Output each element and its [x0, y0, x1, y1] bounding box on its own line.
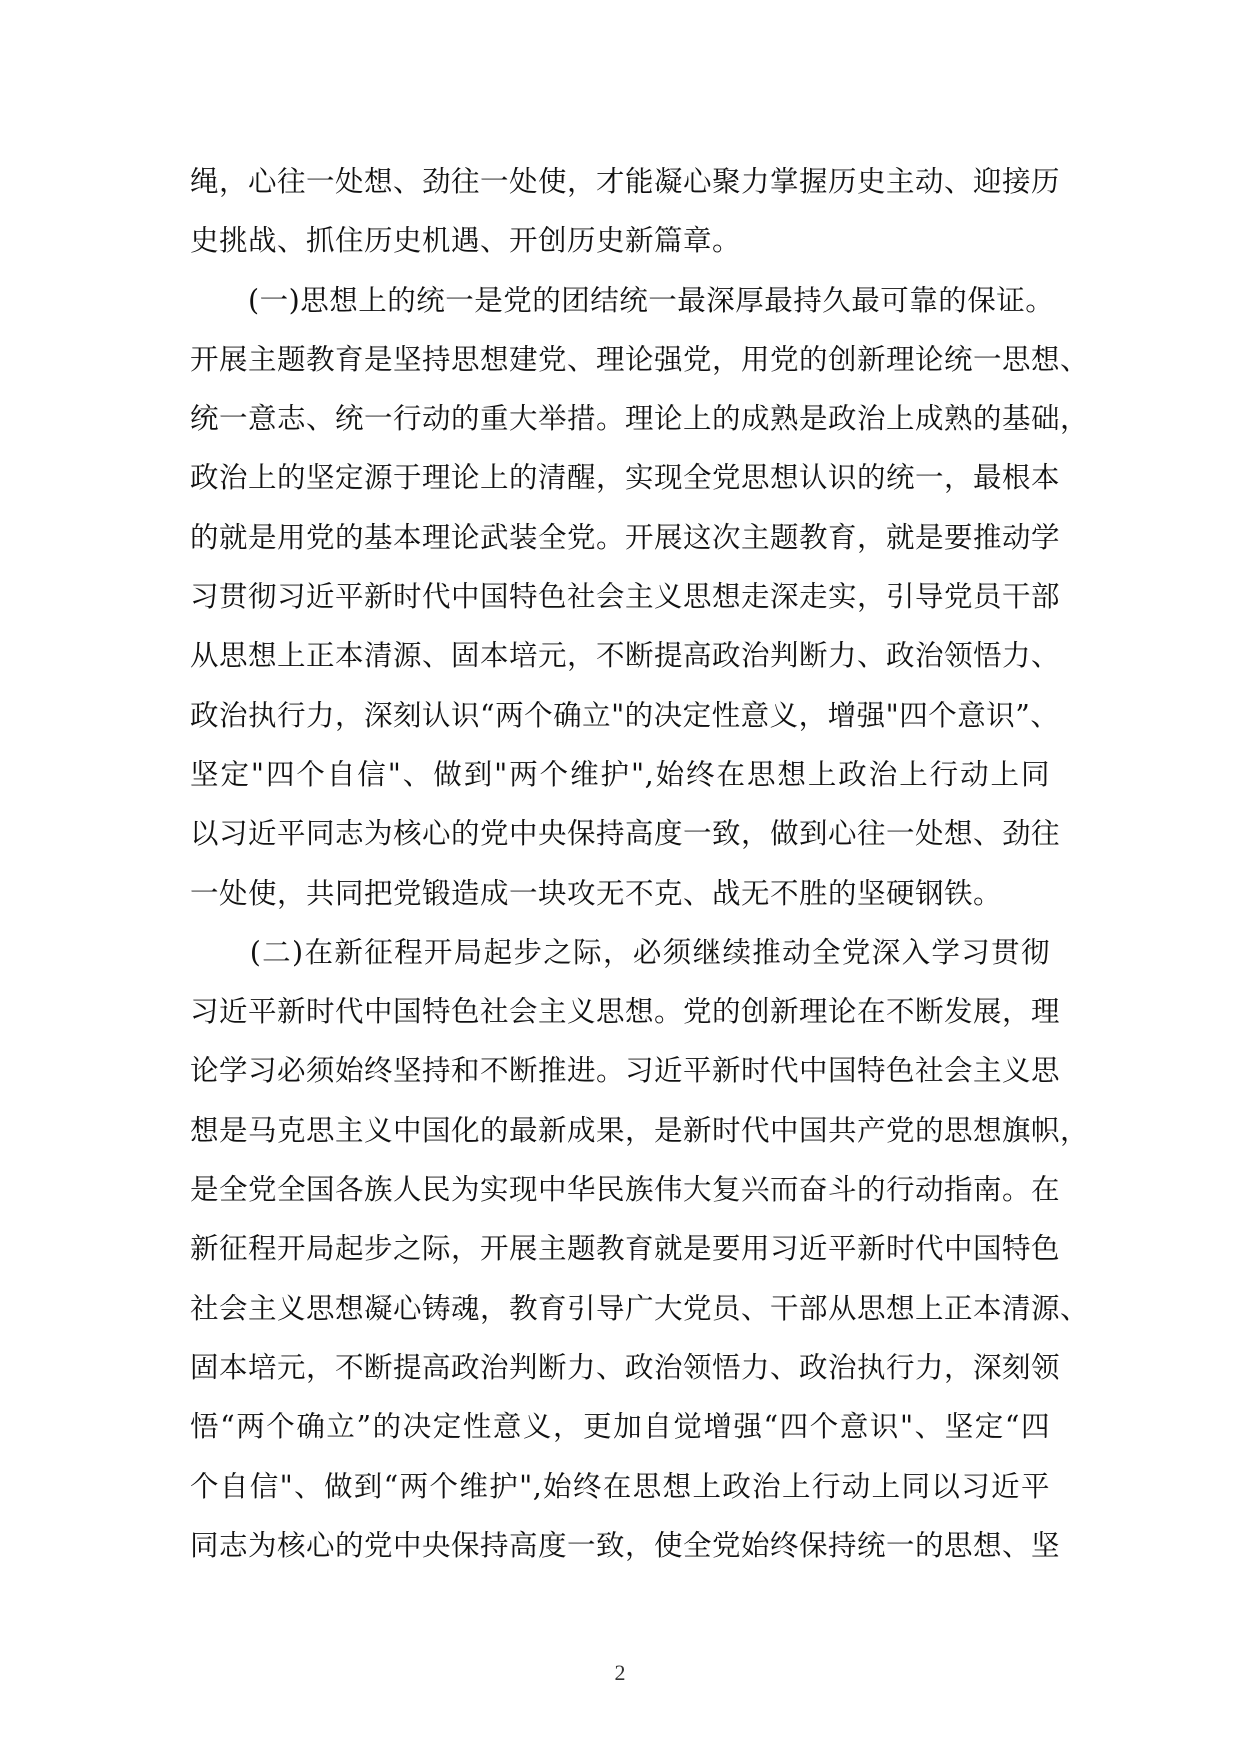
text-line: 习贯彻习近平新时代中国特色社会主义思想走深走实，引导党员干部 [190, 580, 1061, 614]
text-line: 新征程开局起步之际，开展主题教育就是要用习近平新时代中国特色 [190, 1232, 1061, 1266]
text-line: 开展主题教育是坚持思想建党、理论强党，用党的创新理论统一思想、 [190, 342, 1090, 376]
text-line: 统一意志、统一行动的重大举措。理论上的成熟是政治上成熟的基础， [190, 402, 1090, 436]
paragraph-heading-1: (一)思想上的统一是党的团结统一最深厚最持久最可靠的保证。 [190, 283, 1055, 317]
text-line: 史挑战、抓住历史机遇、开创历史新篇章。 [190, 224, 742, 258]
text-line: 从思想上正本清源、固本培元，不断提高政治判断力、政治领悟力、 [190, 639, 1061, 673]
text-line: 社会主义思想凝心铸魂，教育引导广大党员、干部从思想上正本清源、 [190, 1291, 1090, 1325]
text-line: 论学习必须始终坚持和不断推进。习近平新时代中国特色社会主义思 [190, 1054, 1061, 1088]
paragraph-heading-2: (二)在新征程开局起步之际，必须继续推动全党深入学习贯彻 [190, 935, 1050, 969]
text-line: 以习近平同志为核心的党中央保持高度一致，做到心往一处想、劲往 [190, 817, 1061, 851]
text-line: 坚定"四个自信"、做到"两个维护",始终在思想上政治上行动上同 [190, 757, 1050, 791]
text-line: 的就是用党的基本理论武装全党。开展这次主题教育，就是要推动学 [190, 520, 1061, 554]
text-line: 同志为核心的党中央保持高度一致，使全党始终保持统一的思想、坚 [190, 1528, 1061, 1562]
text-line: 政治上的坚定源于理论上的清醒，实现全党思想认识的统一，最根本 [190, 461, 1061, 495]
text-line: 是全党全国各族人民为实现中华民族伟大复兴而奋斗的行动指南。在 [190, 1173, 1061, 1207]
text-line: 一处使，共同把党锻造成一块攻无不克、战无不胜的坚硬钢铁。 [190, 876, 1003, 910]
text-line: 固本培元，不断提高政治判断力、政治领悟力、政治执行力，深刻领 [190, 1350, 1061, 1384]
text-line: 想是马克思主义中国化的最新成果，是新时代中国共产党的思想旗帜， [190, 1113, 1090, 1147]
page-number: 2 [614, 1660, 626, 1685]
text-line: 习近平新时代中国特色社会主义思想。党的创新理论在不断发展，理 [190, 995, 1061, 1029]
text-line: 个自信"、做到“两个维护",始终在思想上政治上行动上同以习近平 [190, 1469, 1050, 1503]
text-line: 悟“两个确立”的决定性意义，更加自觉增强“四个意识"、坚定“四 [190, 1410, 1050, 1444]
text-line: 绳，心往一处想、劲往一处使，才能凝心聚力掌握历史主动、迎接历 [190, 165, 1061, 198]
text-line: 政治执行力，深刻认识“两个确立"的决定性意义，增强"四个意识”、 [190, 698, 1060, 732]
body-text [190, 152, 1090, 1575]
